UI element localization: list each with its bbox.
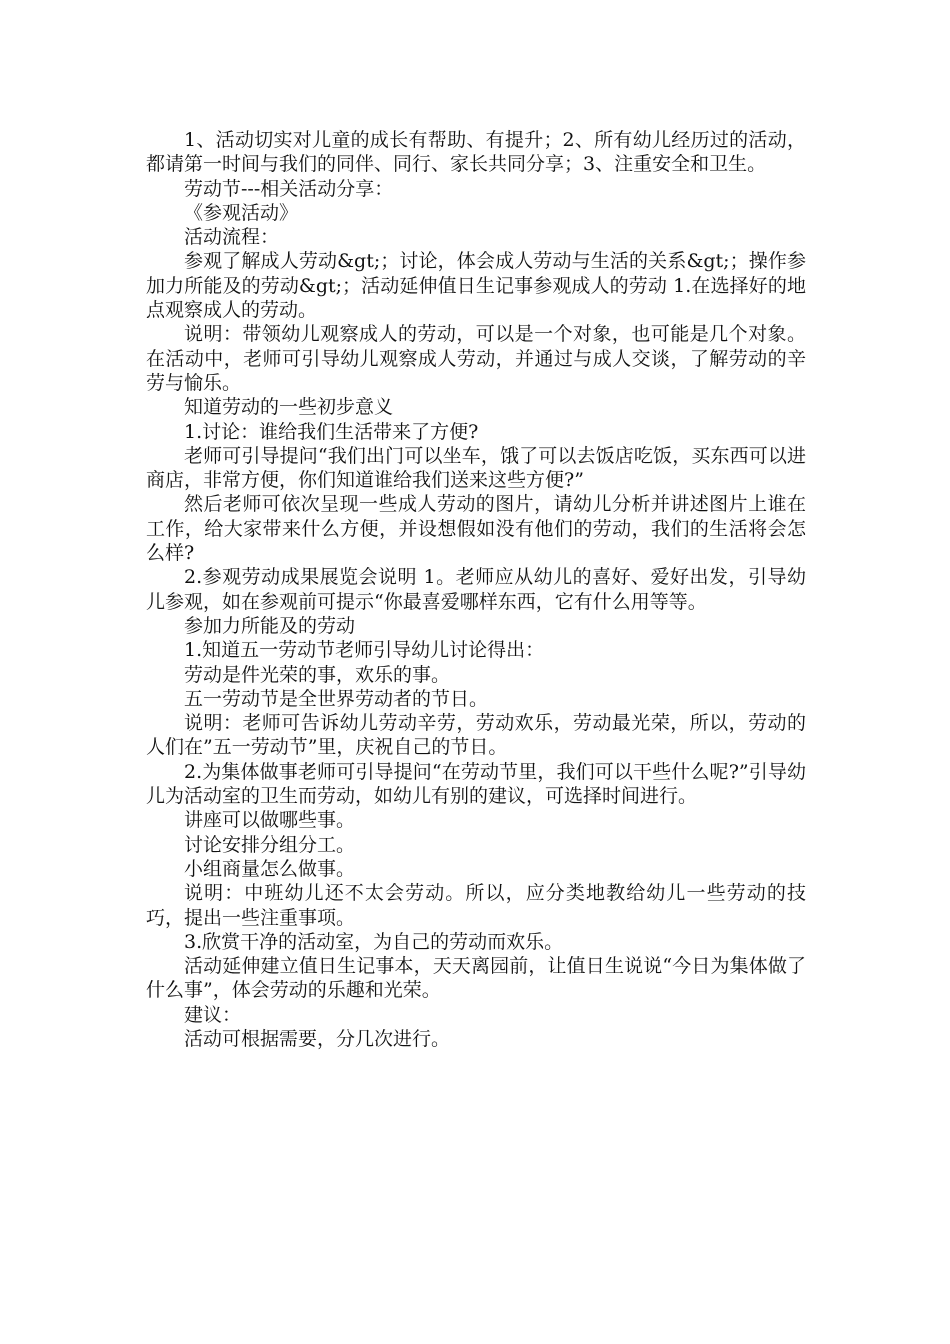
paragraph: 1、活动切实对儿童的成长有帮助、有提升；2、所有幼儿经历过的活动，都请第一时间与我们的同伴、同行、家长共同分享；3、注重安全和卫生。 bbox=[146, 129, 806, 176]
paragraph: 知道劳动的一些初步意义 bbox=[184, 396, 394, 419]
paragraph: 活动流程： bbox=[184, 226, 280, 249]
paragraph: 劳动节---相关活动分享： bbox=[184, 177, 394, 200]
paragraph: 讲座可以做哪些事。 bbox=[184, 809, 356, 832]
paragraph: 然后老师可依次呈现一些成人劳动的图片，请幼儿分析并讲述图片上谁在工作，给大家带来什么方便，并设想假如没有他们的劳动，我们的生活将会怎么样? bbox=[146, 493, 806, 565]
paragraph: 老师可引导提问“我们出门可以坐车，饿了可以去饭店吃饭，买东西可以进商店，非常方便，你们知道谁给我们送来这些方便?” bbox=[146, 444, 806, 492]
paragraph: 2.参观劳动成果展览会说明 1。老师应从幼儿的喜好、爱好出发，引导幼儿参观，如在参观前可提示“你最喜爱哪样东西，它有什么用等等。 bbox=[146, 566, 806, 613]
paragraph: 劳动是件光荣的事，欢乐的事。 bbox=[184, 663, 451, 686]
paragraph: 说明：带领幼儿观察成人的劳动，可以是一个对象，也可能是几个对象。在活动中，老师可引导幼儿观察成人劳动，并通过与成人交谈，了解劳动的辛劳与愉乐。 bbox=[146, 323, 806, 394]
paragraph: 2.为集体做事老师可引导提问“在劳动节里，我们可以干些什么呢?”引导幼儿为活动室的卫生而劳动，如幼儿有别的建议，可选择时间进行。 bbox=[146, 760, 806, 808]
paragraph: 说明：老师可告诉幼儿劳动辛劳，劳动欢乐，劳动最光荣，所以，劳动的人们在”五一劳动节”里，庆祝自己的节日。 bbox=[146, 712, 806, 759]
paragraph: 1.讨论：谁给我们生活带来了方便? bbox=[184, 420, 479, 443]
paragraph: 活动可根据需要，分几次进行。 bbox=[184, 1027, 451, 1050]
paragraph: 3.欣赏干净的活动室，为自己的劳动而欢乐。 bbox=[184, 930, 564, 953]
paragraph: 参观了解成人劳动&gt;；讨论，体会成人劳动与生活的关系&gt;；操作参加力所能及的劳动&gt;；活动延伸值日生记事参观成人的劳动 1.在选择好的地点观察成人的劳动。 bbox=[146, 250, 806, 322]
paragraph: 五一劳动节是全世界劳动者的节日。 bbox=[184, 687, 489, 710]
paragraph: 讨论安排分组分工。 bbox=[184, 833, 356, 856]
paragraph: 活动延伸建立值日生记事本，天天离园前，让值日生说说“今日为集体做了什么事”，体会劳动的乐趣和光荣。 bbox=[146, 955, 806, 1002]
paragraph: 参加力所能及的劳动 bbox=[184, 614, 356, 637]
paragraph: 说明：中班幼儿还不太会劳动。所以，应分类地教给幼儿一些劳动的技巧，提出一些注重事项。 bbox=[146, 882, 806, 929]
paragraph: 1.知道五一劳动节老师引导幼儿讨论得出： bbox=[184, 639, 545, 662]
document-body bbox=[146, 128, 806, 1051]
paragraph: 《参观活动》 bbox=[184, 201, 299, 224]
paragraph: 小组商量怎么做事。 bbox=[184, 857, 356, 880]
paragraph: 建议： bbox=[184, 1003, 242, 1026]
